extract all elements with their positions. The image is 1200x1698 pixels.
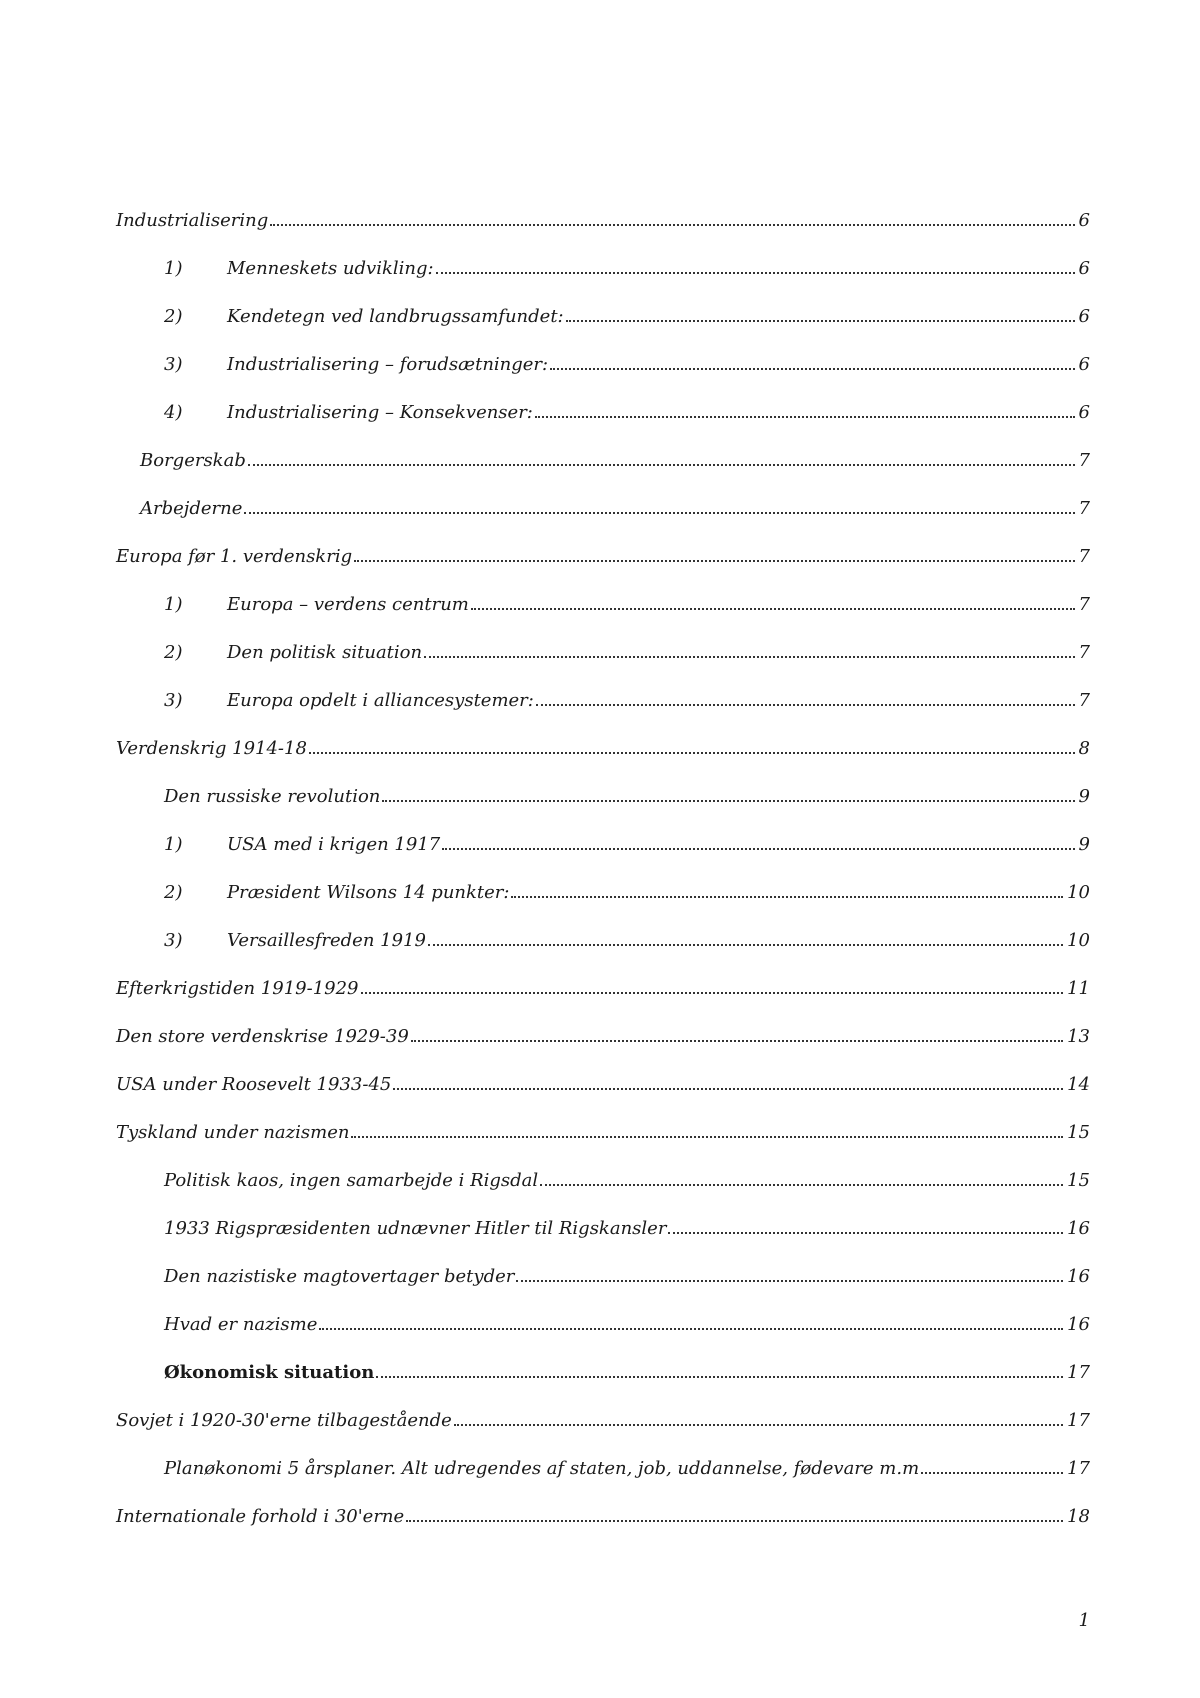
- toc-entry-label: Borgerskab: [140, 450, 246, 471]
- toc-leader-dots: [382, 800, 1074, 802]
- toc-entry-label: Industrialisering – Konsekvenser:: [227, 402, 533, 423]
- toc-leader-dots: [351, 1136, 1063, 1138]
- toc-entry-number: 2): [164, 642, 183, 663]
- toc-entry-page: 18: [1067, 1506, 1090, 1527]
- toc-entry-label: USA under Roosevelt 1933-45: [116, 1074, 392, 1095]
- toc-entry[interactable]: [116, 1122, 1090, 1170]
- toc-entry-page: 16: [1067, 1218, 1090, 1239]
- toc-entry[interactable]: [116, 546, 1090, 594]
- toc-leader-dots: [270, 224, 1074, 226]
- toc-entry[interactable]: [116, 1314, 1090, 1362]
- toc-entry-page: 17: [1067, 1410, 1090, 1431]
- toc-entry-label: Den russiske revolution: [164, 786, 381, 807]
- toc-entry-number: 1): [164, 258, 183, 279]
- toc-entry-label: Internationale forhold i 30'erne: [116, 1506, 405, 1527]
- toc-leader-dots: [376, 1376, 1063, 1378]
- toc-entry-label: Industrialisering – forudsætninger:: [227, 354, 549, 375]
- toc-entry-page: 14: [1067, 1074, 1090, 1095]
- toc-entry-label: Tyskland under nazismen: [116, 1122, 350, 1143]
- toc-leader-dots: [361, 992, 1064, 994]
- toc-entry-page: 10: [1067, 882, 1090, 903]
- toc-entry-page: 9: [1078, 786, 1090, 807]
- toc-leader-dots: [248, 464, 1075, 466]
- toc-entry-label: 1933 Rigspræsidenten udnævner Hitler til Rigskansler: [164, 1218, 667, 1239]
- toc-entry-page: 8: [1078, 738, 1090, 759]
- toc-entry-page: 7: [1078, 546, 1090, 567]
- toc-entry-page: 7: [1078, 594, 1090, 615]
- toc-entry-label: Hvad er nazisme: [164, 1314, 318, 1335]
- toc-entry-label: USA med i krigen 1917: [227, 834, 441, 855]
- toc-entry-page: 7: [1078, 690, 1090, 711]
- toc-entry[interactable]: [116, 1074, 1090, 1122]
- toc-entry[interactable]: [116, 690, 1090, 738]
- toc-entry[interactable]: [116, 1362, 1090, 1410]
- toc-entry-page: 17: [1067, 1458, 1090, 1479]
- toc-entry-page: 9: [1078, 834, 1090, 855]
- toc-leader-dots: [436, 272, 1075, 274]
- toc-leader-dots: [442, 848, 1074, 850]
- toc-leader-dots: [406, 1520, 1063, 1522]
- toc-entry-page: 11: [1067, 978, 1090, 999]
- toc-entry-label: Den politisk situation: [227, 642, 423, 663]
- toc-leader-dots: [471, 608, 1075, 610]
- toc-entry-label: Økonomisk situation: [164, 1362, 375, 1383]
- toc-leader-dots: [536, 704, 1075, 706]
- toc-entry-page: 6: [1078, 210, 1090, 231]
- toc-entry-number: 1): [164, 834, 183, 855]
- toc-entry-label: Politisk kaos, ingen samarbejde i Rigsdal: [164, 1170, 539, 1191]
- toc-leader-dots: [566, 320, 1075, 322]
- toc-entry[interactable]: [116, 1026, 1090, 1074]
- toc-entry-label: Arbejderne: [140, 498, 243, 519]
- toc-entry-page: 16: [1067, 1266, 1090, 1287]
- toc-entry-number: 2): [164, 882, 183, 903]
- toc-leader-dots: [428, 944, 1063, 946]
- toc-entry-number: 3): [164, 930, 183, 951]
- toc-entry[interactable]: [116, 642, 1090, 690]
- table-of-contents: [116, 210, 1090, 1554]
- toc-entry[interactable]: [116, 738, 1090, 786]
- toc-entry[interactable]: [116, 594, 1090, 642]
- toc-entry-label: Efterkrigstiden 1919-1929: [116, 978, 359, 999]
- toc-leader-dots: [516, 1280, 1063, 1282]
- toc-entry-label: Menneskets udvikling:: [227, 258, 434, 279]
- toc-entry-label: Europa opdelt i alliancesystemer:: [227, 690, 534, 711]
- toc-leader-dots: [424, 656, 1074, 658]
- toc-entry-label: Sovjet i 1920-30'erne tilbagestående: [116, 1410, 452, 1431]
- toc-entry-page: 15: [1067, 1170, 1090, 1191]
- toc-leader-dots: [540, 1184, 1063, 1186]
- toc-entry-number: 1): [164, 594, 183, 615]
- toc-entry-label: Den store verdenskrise 1929-39: [116, 1026, 409, 1047]
- toc-entry[interactable]: [116, 354, 1090, 402]
- toc-entry-number: 2): [164, 306, 183, 327]
- toc-leader-dots: [535, 416, 1075, 418]
- toc-entry[interactable]: [116, 1266, 1090, 1314]
- toc-entry-label: Præsident Wilsons 14 punkter:: [227, 882, 510, 903]
- toc-leader-dots: [309, 752, 1075, 754]
- toc-leader-dots: [319, 1328, 1063, 1330]
- toc-entry-page: 13: [1067, 1026, 1090, 1047]
- toc-entry-page: 10: [1067, 930, 1090, 951]
- toc-entry-page: 6: [1078, 354, 1090, 375]
- toc-entry-page: 6: [1078, 306, 1090, 327]
- toc-entry-label: Versaillesfreden 1919: [227, 930, 426, 951]
- toc-entry-label: Verdenskrig 1914-18: [116, 738, 307, 759]
- toc-entry-label: Den nazistiske magtovertager betyder: [164, 1266, 515, 1287]
- toc-entry-number: 3): [164, 690, 183, 711]
- toc-entry[interactable]: [116, 1170, 1090, 1218]
- toc-leader-dots: [393, 1088, 1063, 1090]
- toc-leader-dots: [668, 1232, 1063, 1234]
- toc-entry[interactable]: [116, 306, 1090, 354]
- toc-entry[interactable]: [116, 1458, 1090, 1506]
- toc-leader-dots: [921, 1472, 1063, 1474]
- toc-leader-dots: [411, 1040, 1063, 1042]
- toc-entry[interactable]: [116, 1218, 1090, 1266]
- toc-entry[interactable]: [116, 882, 1090, 930]
- toc-entry-label: Industrialisering: [116, 210, 269, 231]
- toc-entry-page: 17: [1067, 1362, 1090, 1383]
- page-number: 1: [1078, 1610, 1090, 1631]
- toc-entry[interactable]: [116, 1410, 1090, 1458]
- toc-entry[interactable]: [116, 498, 1090, 546]
- toc-entry[interactable]: [116, 258, 1090, 306]
- toc-entry-label: Kendetegn ved landbrugssamfundet:: [227, 306, 564, 327]
- toc-entry-number: 3): [164, 354, 183, 375]
- toc-entry[interactable]: [116, 210, 1090, 258]
- toc-entry[interactable]: [116, 930, 1090, 978]
- toc-entry[interactable]: [116, 1506, 1090, 1554]
- toc-leader-dots: [354, 560, 1074, 562]
- toc-leader-dots: [454, 1424, 1063, 1426]
- toc-entry[interactable]: [116, 450, 1090, 498]
- toc-entry-page: 7: [1078, 450, 1090, 471]
- toc-leader-dots: [550, 368, 1074, 370]
- toc-entry-label: Europa før 1. verdenskrig: [116, 546, 353, 567]
- toc-entry-page: 6: [1078, 258, 1090, 279]
- toc-entry-label: Planøkonomi 5 årsplaner. Alt udregendes af staten, job, uddannelse, fødevare m.m: [164, 1458, 920, 1479]
- toc-entry-page: 16: [1067, 1314, 1090, 1335]
- toc-entry[interactable]: [116, 978, 1090, 1026]
- toc-entry-number: 4): [164, 402, 183, 423]
- toc-entry-page: 7: [1078, 498, 1090, 519]
- toc-entry-label: Europa – verdens centrum: [227, 594, 469, 615]
- toc-entry-page: 7: [1078, 642, 1090, 663]
- toc-leader-dots: [244, 512, 1074, 514]
- toc-entry[interactable]: [116, 402, 1090, 450]
- toc-entry-page: 15: [1067, 1122, 1090, 1143]
- toc-entry-page: 6: [1078, 402, 1090, 423]
- toc-entry[interactable]: [116, 834, 1090, 882]
- toc-leader-dots: [511, 896, 1063, 898]
- toc-entry[interactable]: [116, 786, 1090, 834]
